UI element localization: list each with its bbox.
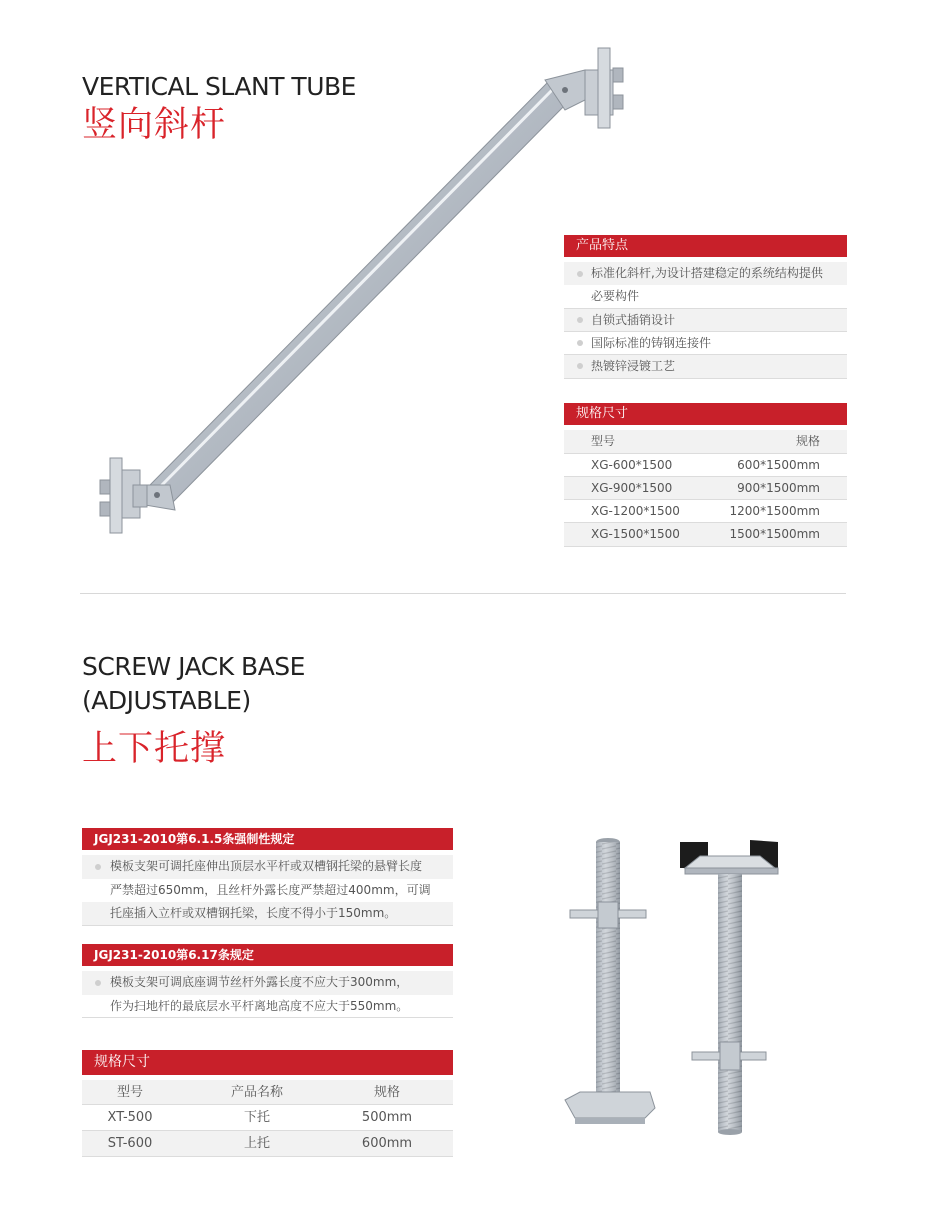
section-divider [80, 593, 846, 594]
screw-jack-image [560, 830, 785, 1135]
spec-cell: 1200*1500mm [729, 504, 820, 518]
model-cell: XT-500 [107, 1110, 153, 1125]
rule2-heading: JGJ231-2010第6.17条规定 [82, 944, 453, 966]
rule-text: 作为扫地杆的最底层水平杆离地高度不应大于550mm。 [110, 999, 409, 1013]
bullet-icon [577, 271, 583, 277]
spec-cell: 900*1500mm [737, 481, 820, 495]
rule-text: 托座插入立杆或双槽钢托梁，长度不得小于150mm。 [110, 906, 397, 920]
spec-cell: 600*1500mm [737, 458, 820, 472]
col-model-header: 型号 [591, 434, 616, 448]
model-cell: XG-900*1500 [591, 481, 673, 495]
col-spec-header: 规格 [795, 434, 820, 448]
rule1-line [82, 879, 453, 902]
table-row [564, 523, 847, 547]
feature-item [564, 332, 847, 355]
bullet-icon [577, 363, 583, 369]
feature-text: 自锁式插销设计 [591, 313, 676, 327]
name-cell: 上托 [243, 1136, 270, 1151]
spec-cell: 600mm [361, 1136, 413, 1151]
table-row [82, 1131, 453, 1157]
section1-title-en: VERTICAL SLANT TUBE [82, 72, 356, 101]
rule1-line [82, 855, 453, 879]
col-name-header: 产品名称 [230, 1085, 283, 1100]
model-cell: XG-1500*1500 [591, 527, 680, 541]
specs2-heading: 规格尺寸 [82, 1050, 453, 1075]
slant-tube-image [95, 40, 635, 540]
model-cell: ST-600 [107, 1136, 153, 1151]
features-heading: 产品特点 [564, 235, 847, 257]
spec-header-row [564, 430, 847, 454]
section2-title-cn: 上下托撑 [82, 729, 227, 769]
rule2-line [82, 995, 453, 1018]
spec-cell: 1500*1500mm [729, 527, 820, 541]
rule2-line [82, 971, 453, 995]
model-cell: XG-1200*1500 [591, 504, 680, 518]
spec-cell: 500mm [361, 1110, 413, 1125]
feature-text: 标准化斜杆,为设计搭建稳定的系统结构提供 [591, 266, 823, 280]
feature-text: 必要构件 [591, 289, 640, 303]
name-cell: 下托 [243, 1110, 270, 1125]
rule1-heading: JGJ231-2010第6.1.5条强制性规定 [82, 828, 453, 850]
rule-text: 模板支架可调底座调节丝杆外露长度不应大于300mm， [110, 975, 409, 989]
spec2-header-row [82, 1080, 453, 1105]
feature-item [564, 355, 847, 379]
feature-item [564, 309, 847, 332]
table-row [564, 477, 847, 500]
section2-title-en-line1: SCREW JACK BASE [82, 652, 305, 681]
col-model-header: 型号 [116, 1085, 143, 1100]
bullet-icon [95, 980, 101, 986]
bullet-icon [577, 340, 583, 346]
section2-title-en-line2: (ADJUSTABLE) [82, 686, 251, 715]
col-spec-header: 规格 [373, 1085, 400, 1100]
bullet-icon [577, 317, 583, 323]
section1-title-cn: 竖向斜杆 [82, 105, 227, 145]
rule-text: 模板支架可调托座伸出顶层水平杆或双槽钢托梁的悬臂长度 [110, 859, 423, 873]
specs-heading: 规格尺寸 [564, 403, 847, 425]
feature-text: 国际标准的铸钢连接件 [591, 336, 712, 350]
table-row [564, 454, 847, 477]
bullet-icon [95, 864, 101, 870]
feature-text: 热镀锌浸镀工艺 [591, 359, 676, 373]
rule-text: 严禁超过650mm，且丝杆外露长度严禁超过400mm，可调 [110, 883, 431, 897]
table-row [564, 500, 847, 523]
feature-item [564, 285, 847, 309]
rule1-line [82, 902, 453, 926]
table-row [82, 1105, 453, 1131]
model-cell: XG-600*1500 [591, 458, 673, 472]
feature-item [564, 262, 847, 285]
